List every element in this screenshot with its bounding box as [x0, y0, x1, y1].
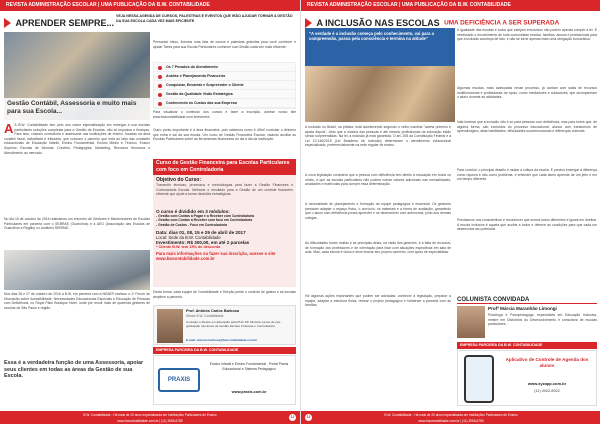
right-page: [300, 0, 600, 424]
author-role: Diretor B.W. Contabilidade: [186, 314, 224, 318]
app-title: Aplicativo de Controle de Agenda dos alunos: [505, 357, 589, 368]
app-site[interactable]: www.xyzapp.com.br: [527, 381, 567, 386]
right-title: A INCLUSÃO NAS ESCOLAS UMA DEFICIÊNCIA A SER SUPERADA: [305, 14, 599, 32]
discount-line: * Cliente B.W. tem 15% de desconto: [156, 245, 221, 250]
columnist-text: Psicóloga e Psicopedagoga, especialista em Educação Inclusiva, mestre em Distúrbios do Desenvolvimento e consultora de escolas particulares.: [488, 313, 597, 327]
lead-quote: "A verdade é a inclusão começa pelo conhecimento, vai para a compreensão, passa pela consciência e termina na atitude": [309, 31, 434, 42]
columnist-name: Profª Márcia Maranhão Limongi: [488, 306, 557, 311]
modules-label: O curso é dividido em 3 módulos:: [156, 209, 230, 214]
page-number: 12: [290, 415, 295, 419]
list-item[interactable]: Análise e Planejamento Financeiro: [154, 72, 295, 81]
module-item: - Gestão com Contas a Receber com foco em Controladoria: [156, 218, 253, 223]
module-item: - Gestão com Contas a Pagar e a Receber com Controladoria: [156, 214, 255, 218]
list-item[interactable]: Gestão da Qualidade Visão Estratégica: [154, 90, 295, 99]
phone-icon: [464, 355, 494, 403]
praxis-logo: PRAXIS: [158, 368, 200, 392]
list-item[interactable]: Os 7 Pecados do Atendimento: [154, 63, 295, 72]
objective-text: Transmitir técnicas, processos e metodologias para fazer a Gestão Financeira e Controladoria Escolar. Melhorar o resultado para a Gestão de um controle financeiro eficiente que ajude a tomar decisões estratégicas.: [156, 183, 293, 197]
right-header: REVISTA ADMINISTRAÇÃO ESCOLAR | UMA PUBLICAÇÃO DA B.W. CONTABILIDADE: [301, 0, 600, 11]
right-col1-b: A nova legislação considera que a pessoa com deficiência tem direito à educação em todos os níveis, e que as escolas particulares não podem cobrar valores adicionais nas mensalidades, anuidades e matrículas para cumprir essa determinação.: [305, 173, 451, 187]
right-col2-d: Para concluir, o principal desafio é mudar a cultura da escola. É preciso enxergar a diferença como riqueza e não como problema, e entender que cada aluno aprende de um jeito e em um tempo diferente.: [457, 168, 597, 182]
left-body-a: A A B.W. Contabilidade tem pelo seu maior especialização em entregar a sua escolas particulares soluções completas para a Gestão da Escolas, não só impostos e finanças. Para isso, criamos consultoria e assessoria nas instituições de ensino, focadas na área contábil fiscal, trabalhista e tributária, que colocam o parceiro que está ao lado das unidades educacionais de Educação Infantil, Ensino Fundamental, Ensino Médio e Técnico, Ensino Superior, Escolas de Idiomas, Creches, Pedagogias, Marketing, Recursos Humanos e Atendimento ao mercado.: [4, 123, 150, 155]
praxis-text: Ensino Infantil e Ensino Fundamental - Portal Praxis Educacional e Sistema Pedagógico: [209, 362, 289, 371]
list-item[interactable]: Conquistar, Encantar e Surpreender o Cliente: [154, 81, 295, 90]
author-contact[interactable]: E-mail: antonio.barbosa@bwcontabilidade.com.br: [186, 338, 258, 342]
price-line: Investimento: R$ 300,00, em até 2 parcelas: [156, 240, 250, 246]
page-number: 13: [306, 415, 311, 419]
right-col1-e: Há algumas ações importantes que podem ser adotadas: conhecer a legislação, preparar a equipe, adaptar a estrutura física, revisar o projeto pedagógico e fortalecer a parceria com as famílias.: [305, 294, 451, 308]
right-col1-d: As dificuldades foram muitas e as principais delas, na visão dos gestores, é a falta de recursos, de formação dos professores e de orientação para lidar com situações específicas em sala de aula. Mas, cada escola é única e deve buscar seu próprio caminho, com apoio de especialistas.: [305, 241, 451, 255]
app-ad[interactable]: [457, 350, 597, 406]
left-title-sub: VEJA NESSA AGENDA DE CURSOS, PALESTRAS E EVENTOS QUE IRÃO AJUDAR TORNAR A GESTÃO DA SUA ESCOLA CADA VEZ MAIS EFICIENTE: [116, 14, 293, 23]
list-foot: Para visualizar o conteúdo dos cursos e fazer a inscrição, acesse nosso site www.bwcontabilidade.com.br/eventos: [153, 110, 296, 119]
right-col1-a: A inclusão no Brasil, na prática, está acontecendo segundo o velho maxima "acerta primeiro e ajusta depois", visto que a maioria das pessoas e até mesmo profissionais da educação estão sendo surpreendidas. Na lei, a inclusão já está garantida. O art. 208 da Constituição Federal e a Lei 13.146/2015 (Lei Brasileira de Inclusão) determinam o atendimento educacional especializado, preferencialmente na rede regular de ensino.: [305, 125, 451, 148]
right-col1-c: A necessidade de planejamento e formação da equipe pedagógica é essencial. Os gestores precisam adaptar o espaço físico, o currículo, os materiais e a forma de avaliação, garantindo que o aluno com deficiência possa aprender e se desenvolver com autonomia, junto aos demais colegas.: [305, 202, 451, 220]
left-footer: B.W. Contabilidade - Há mais de 20 anos especializada em instituições Particulares de Ensino www.bwcontabilidade.com.br | (11) 3958-6789 12: [0, 411, 300, 424]
date-line: Data: dias 01, 08, 15 e 29 de abril de 2017: [156, 230, 246, 236]
author-text: Contador e Mestre em Educação pela PUC-SP. Ministra cursos de pós-graduação nas áreas de Gestão Escolar, Finanças e Controladoria.: [186, 320, 281, 328]
left-header: REVISTA ADMINISTRAÇÃO ESCOLAR | UMA PUBLICAÇÃO DA B.W. CONTABILIDADE: [0, 0, 300, 11]
right-col2-b: Algumas escolas, mais avançadas nesse processo, já contam com salas de recursos multifuncionais e profissionais de apoio, como mediadores e cuidadores, que acompanham o aluno durante as atividades.: [457, 86, 597, 100]
intro-text: Pensando nisso, fizemos uma lista de cursos e palestras gratuitas para você conhecer e ajudar Taxes para sua Escola Particulares conhecer sua Gestão cada vez mais eficiente.: [153, 40, 296, 49]
course-title: Curso de Gestão Financeira para Escolas Particulares com foco em Controladoria: [153, 159, 296, 175]
columnist-title: COLUNISTA CONVIDADA: [457, 297, 597, 304]
module-item: - Gestão de Custos - Foco em Controladoria: [156, 222, 228, 227]
right-col2-e: Precisamos nos conscientizar e reconhecer que somos todos diferentes e iguais em direitos. A escola inclusiva é aquela que acolhe a todos e oferece as condições para que cada um desenvolva seu potencial.: [457, 218, 597, 232]
right-col2-a: A igualdade das escolas e todos que estejam envolvidos não podem apenas cumprir a lei. É necessário o envolvimento de toda comunidade escolar, famílias, alunos e profissionais para que a inclusão aconteça de fato, e não se torne apenas mais uma obrigação burocrática.: [457, 28, 597, 42]
partner-strip: EMPRESA PARCEIRA DA B.W. CONTABILIDADE: [457, 342, 597, 349]
place-line: Local: Sede da B.W. Contabilidade: [156, 235, 221, 241]
right-footer: B.W. Contabilidade - Há mais de 20 anos especializada em instituições Particulares de Ensino www.bwcontabilidade.com.br | (11) 3958-6789 13: [301, 411, 600, 424]
course-list: [153, 62, 296, 109]
author-name: Prof. Antônio Carlos Barbosa: [186, 309, 240, 313]
course-box: [153, 175, 296, 287]
left-title: APRENDER SEMPRE...: [4, 14, 114, 32]
columnist-photo: [457, 306, 485, 338]
mid-text: Outro ponto importante é a área financeira, pois sabemos como é difícil controlar o dinheiro que entra e sai da sua escola. Um curso de Gestão Financeira Escolar, visando auxiliar as Escolas Particulares sobre as ferramentas financeiras do dia a dia da instituição.: [153, 128, 296, 142]
footer-note: Desta forma, cada equipe de Contabilidade e Direção perde o controle de gastos e as escolas ampliem a parceria.: [153, 290, 296, 299]
objective-label: Objetivo do Curso:: [156, 177, 201, 183]
list-item[interactable]: Conhecendo os Custos das sua Empresa: [154, 99, 295, 108]
photo-caption: Gestão Contábil, Assessoria e muito mais para sua Escola...: [4, 98, 150, 120]
author-ad: [153, 305, 296, 345]
vagas-line[interactable]: Para mais informações ou fazer sua inscrição, acesse o site www.bwcontabilidade.com.br: [156, 251, 276, 262]
arrow-icon: [4, 18, 11, 28]
arrow-icon: [305, 18, 312, 28]
right-col2-c: Vale lembrar que a inclusão não é só para pessoas com deficiência, mas para todos que, de alguma forma, são excluídos do processo educacional: alunos com transtornos de aprendizagem, altas habilidades, dificuldades socioemocionais e diferenças culturais.: [457, 120, 597, 134]
partner-strip: EMPRESA PARCEIRA DA B.W. CONTABILIDADE: [153, 347, 296, 354]
left-quote: Essa é a verdadeira função de uma Assessoria, apoiar seus clientes em todas as áreas da Gestão de sua Escola.: [4, 360, 144, 380]
praxis-site[interactable]: www.praxis.com.br: [231, 390, 267, 394]
left-body-c: Nos dias 26 e 27 de outubro de 2016 a B.W. em parceria com a NEAE® realizou o 1º Fórum de Discussão sobre Acessibilidade, Necessidades Educacionais Especiais e Educação de Pessoas com Deficiência, no Royal Palm Boutique Hotel, onde pôr reunir mais de quarenta gestores de escolas de São Paulo e região.: [4, 292, 150, 310]
praxis-ad[interactable]: [153, 355, 296, 405]
children-photo: [305, 66, 455, 122]
app-phone: (11) 4002-8922: [534, 389, 560, 393]
author-photo: [157, 309, 183, 343]
inclusion-hero: [305, 28, 455, 122]
left-body-b: No dia 15 de outubro de 2016 realizamos um encontro de Gestores e Mantenedores de Escolas Particulares em parceria com o SEBRAE (Guarulhos) e a AEG (Associação das Escolas de Guarulhos e Região) no auditório SEBRAE.: [4, 217, 150, 231]
event-photo: [4, 250, 150, 290]
